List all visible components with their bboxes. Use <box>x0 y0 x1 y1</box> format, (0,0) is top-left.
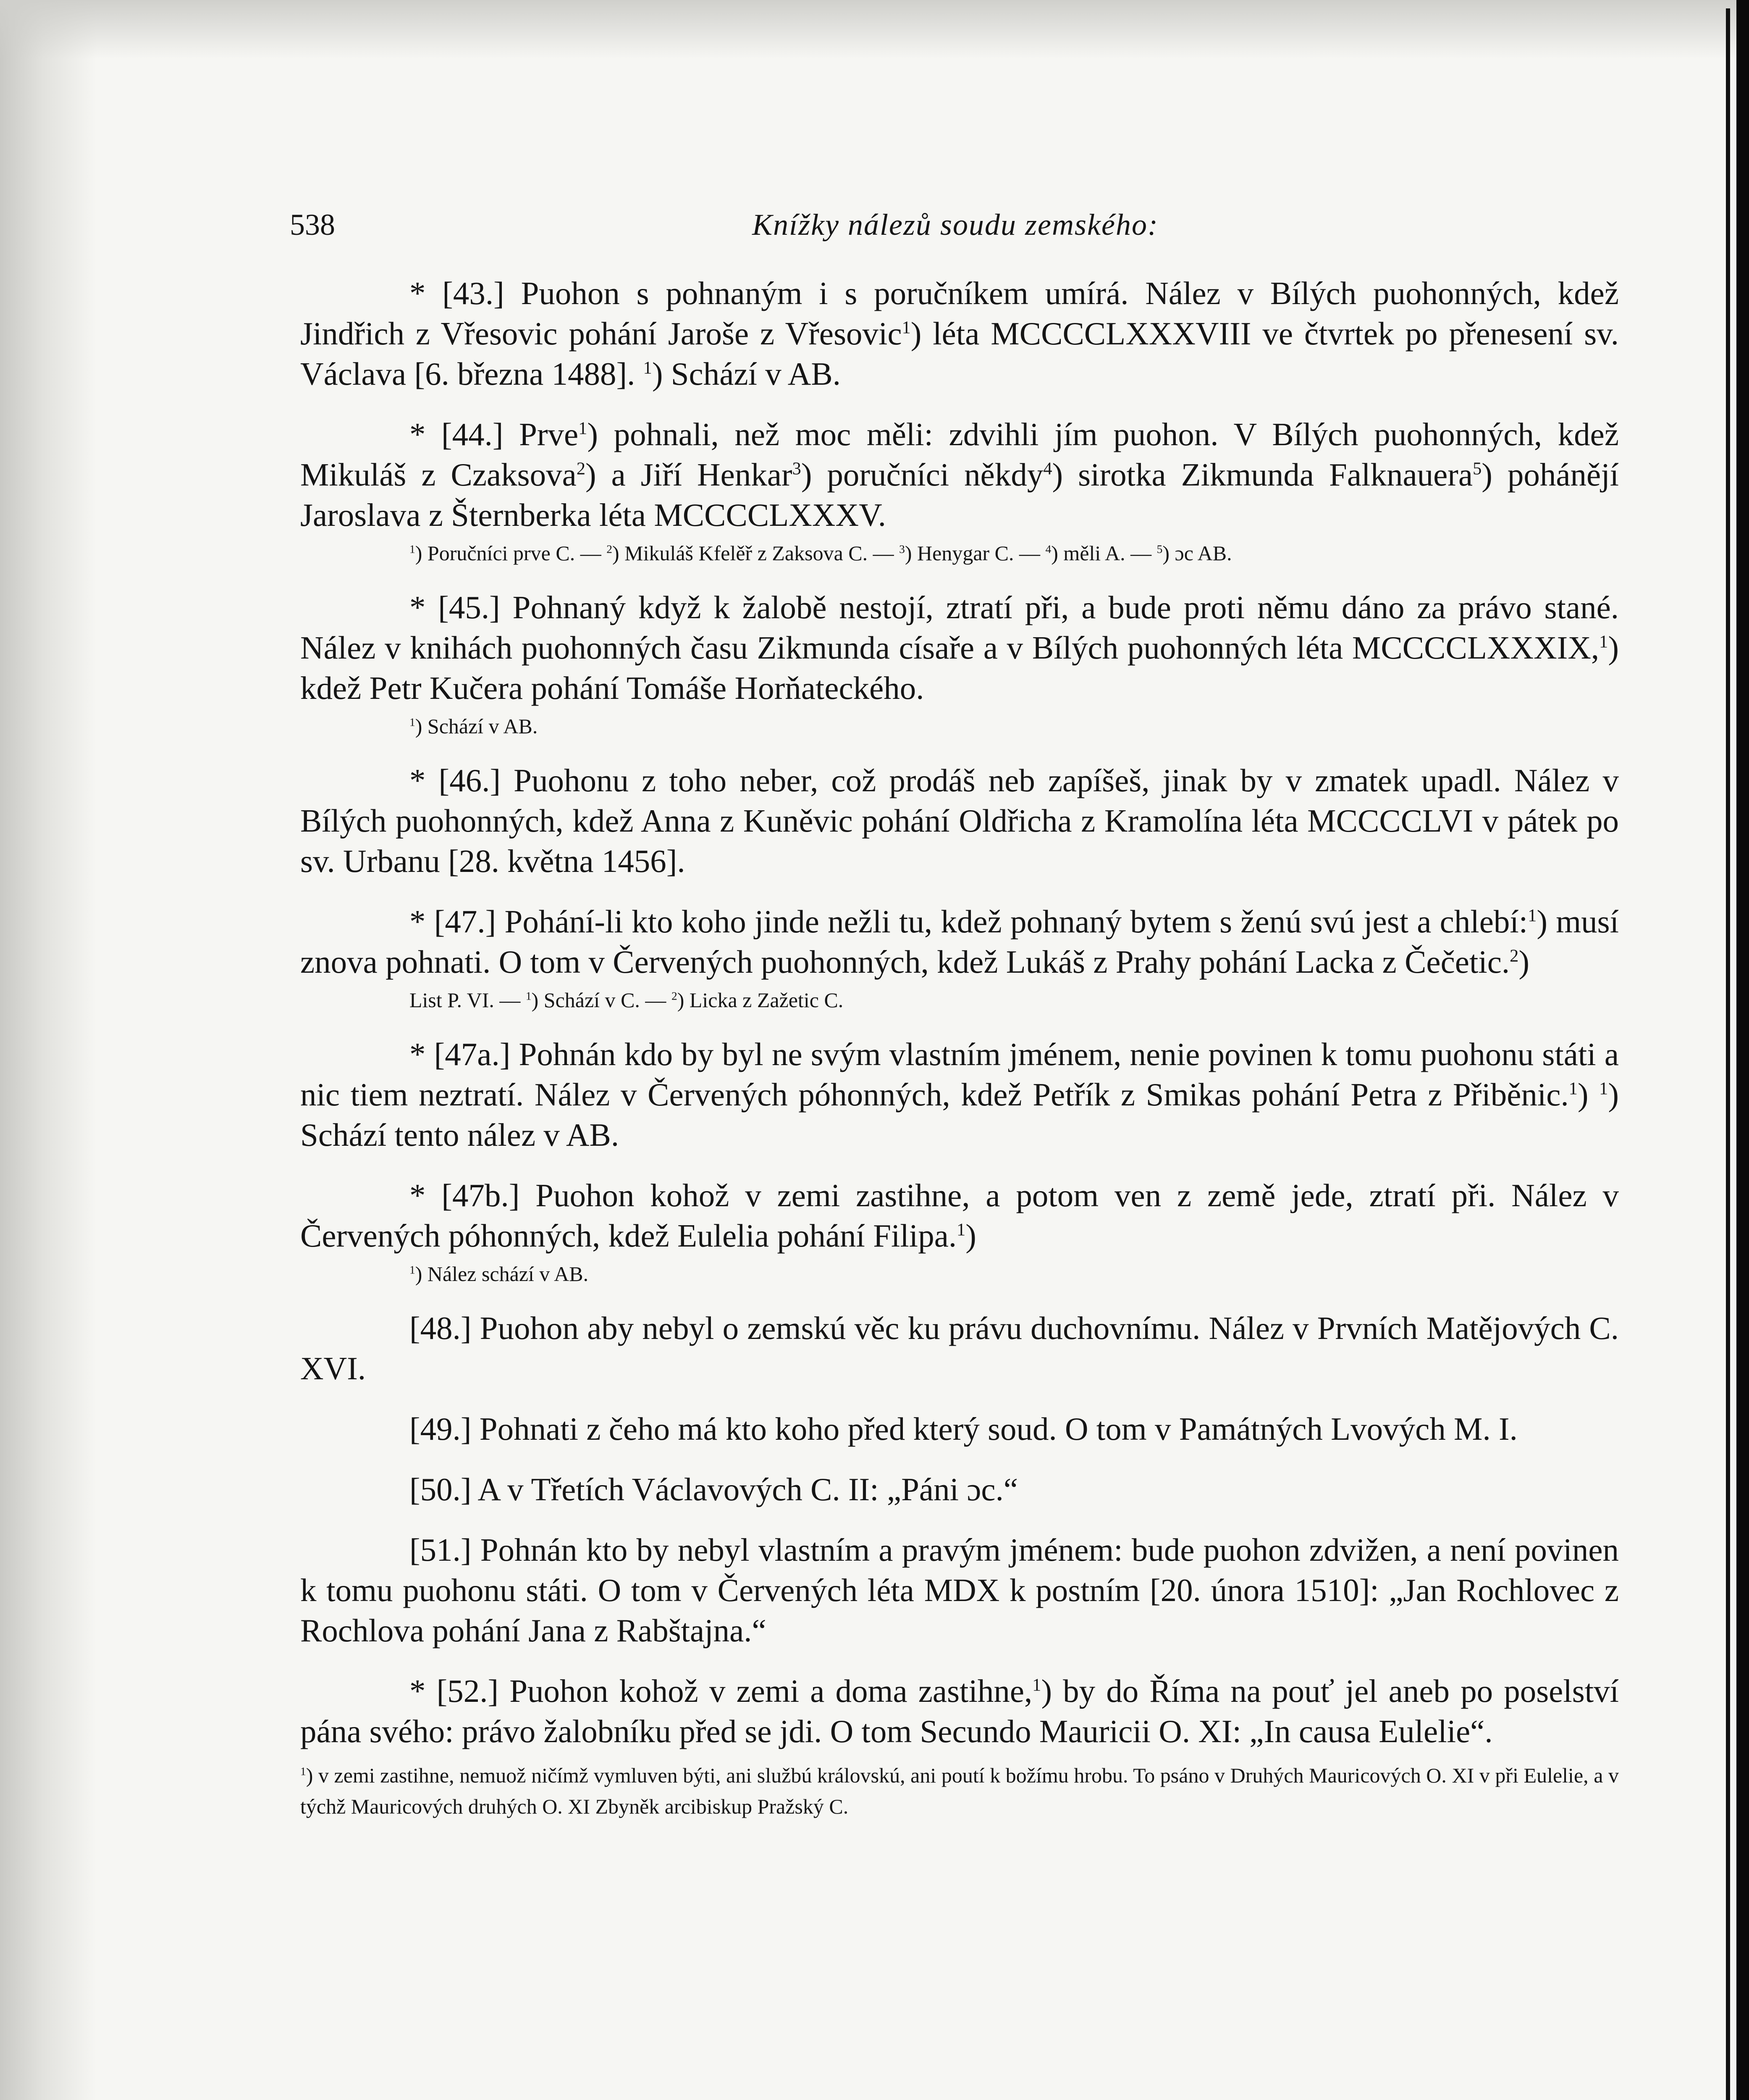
text-segment: ) poručníci někdy <box>801 457 1044 493</box>
footnote-marker: 1 <box>1599 632 1608 652</box>
text-segment: ) pohnali, než moc měli: zdvihli jím puohon. V Bílých puohonných, kdež Mikuláš z Czaksova <box>300 416 1619 493</box>
footnote-marker: 1 <box>525 989 532 1003</box>
text-segment: * [46.] Puohonu z toho neber, což prodáš neb zapíšeš, jinak by v zmatek upadl. Nález v Bílých puohonných, kdež Anna z Kuněvic pohání Oldřicha z Kramolína léta MCCCCLVI v pátek po sv. Urbanu [28. května 1456]. <box>300 762 1619 879</box>
page-edge-line <box>1726 8 1730 2100</box>
footnote-marker: 1 <box>643 358 652 378</box>
text-segment: ) Licka z Zažetic C. <box>677 988 844 1012</box>
text-segment: ) ɔc AB. <box>1162 541 1232 565</box>
text-segment: * [43.] Puohon s pohnaným i s poručníkem umírá. Nález v Bílých puohonných, kdež Jindřich z Vřesovic pohání Jaroše z Vřesovic <box>300 275 1619 352</box>
text-segment: ) v zemi zastihne, nemuož ničímž vymluven býti, ani službú královskú, ani poutí k božímu hrobu. To psáno v Druhých Mauricových O. XI v při Eulelie, a v týchž Mauricových druhých O. XI Zbyněk arcibiskup Pražský C. <box>300 1764 1619 1818</box>
running-head: Knížky nálezů soudu zemského: <box>752 208 1159 242</box>
page-header <box>290 202 1621 248</box>
text-segment: * [52.] Puohon kohož v zemi a doma zastihne, <box>409 1673 1033 1709</box>
footnote-marker: 1 <box>578 418 587 438</box>
footnote-marker: 1 <box>409 715 415 729</box>
footnote-marker: 5 <box>1156 542 1163 556</box>
text-segment: ) Schází v AB. <box>652 356 841 392</box>
footnotes-47 <box>300 986 1619 1014</box>
paragraph-43 <box>300 273 1619 394</box>
text-segment: ) měli A. — <box>1051 541 1157 565</box>
text-segment: ) Schází v AB. <box>415 714 538 738</box>
footnote-marker: 1 <box>409 542 415 556</box>
text-segment: [50.] A v Třetích Václavových C. II: „Páni ɔc.“ <box>409 1471 1018 1507</box>
footnote-marker: 3 <box>792 459 801 479</box>
footnote-marker: 4 <box>1043 459 1052 479</box>
footnotes-44 <box>300 539 1619 567</box>
text-segment: ) Schází v C. — <box>531 988 671 1012</box>
paragraph-47a <box>300 1034 1619 1155</box>
scan-shadow-top <box>0 0 1749 59</box>
text-segment: [48.] Puohon aby nebyl o zemskú věc ku právu duchovnímu. Nález v Prvních Matějových C. XVI. <box>300 1310 1619 1386</box>
footnote-marker: 1 <box>1568 1079 1578 1099</box>
text-segment: ) kdež Petr Kučera pohání Tomáše Horňateckého. <box>300 630 1619 706</box>
footnote-45 <box>300 712 1619 740</box>
text-segment: ) by do Říma na pouť jel aneb po poselství pána svého: právo žalobníku před se jdi. O tom Secundo Mauricii O. XI: „In causa Eulelie“. <box>300 1673 1619 1749</box>
text-segment: ) pohánějí Jaroslava z Šternberka léta MCCCCLXXXV. <box>300 457 1619 533</box>
paragraph-49 <box>300 1409 1619 1449</box>
footnote-marker: 1 <box>957 1220 966 1240</box>
footnote-marker: 1 <box>409 1263 415 1276</box>
footnote-marker: 2 <box>576 459 585 479</box>
paragraph-46 <box>300 760 1619 881</box>
paragraph-45 <box>300 587 1619 708</box>
footnote-marker: 5 <box>1473 459 1482 479</box>
text-segment: * [47a.] Pohnán kdo by byl ne svým vlastním jménem, nenie povinen k tomu puohonu státi a nic tiem neztratí. Nález v Červených póhonných, kdež Petřík z Smikas pohání Petra z Přiběnic. <box>300 1036 1619 1113</box>
text-segment: ) sirotka Zikmunda Falknauera <box>1052 457 1473 493</box>
footnote-marker: 1 <box>1032 1675 1041 1695</box>
footnote-47b <box>300 1260 1619 1288</box>
footnote-marker: 1 <box>300 1764 306 1778</box>
text-segment: List P. VI. — <box>409 988 526 1012</box>
paragraph-47 <box>300 901 1619 982</box>
text-segment: ) <box>965 1218 976 1254</box>
text-segment: * [44.] Prve <box>409 416 579 452</box>
footnote-marker: 2 <box>671 989 677 1003</box>
text-segment: ) Schází tento nález v AB. <box>300 1076 1619 1153</box>
footnote-marker: 4 <box>1045 542 1051 556</box>
footnote-marker: 1 <box>1599 1079 1608 1099</box>
text-segment: ) Mikuláš Kfelěř z Zaksova C. — <box>612 541 899 565</box>
paragraph-48 <box>300 1308 1619 1389</box>
scan-black-border <box>1736 0 1749 2100</box>
text-segment: ) léta MCCCCLXXXVIII ve čtvrtek po přenesení sv. Václava [6. března 1488]. <box>300 315 1619 392</box>
text-segment: [51.] Pohnán kto by nebyl vlastním a pravým jménem: bude puohon zdvižen, a není povinen k tomu puohonu státi. O tom v Červených léta MDX k postním [20. února 1510]: „Jan Rochlovec z Rochlova pohání Jana z Rabštajna.“ <box>300 1532 1619 1648</box>
text-segment: ) Nález schází v AB. <box>415 1262 589 1286</box>
footnote-marker: 2 <box>606 542 612 556</box>
text-segment: * [45.] Pohnaný když k žalobě nestojí, ztratí při, a bude proti němu dáno za právo stané. Nález v knihách puohonných času Zikmunda císaře a v Bílých puohonných léta MCCCCLXXXIX, <box>300 589 1619 666</box>
paragraph-51 <box>300 1530 1619 1651</box>
text-segment: ) musí znova pohnati. O tom v Červených puohonných, kdež Lukáš z Prahy pohání Lacka z Čečetic. <box>300 903 1619 980</box>
page-number: 538 <box>290 208 335 242</box>
footnote-marker: 1 <box>902 318 911 338</box>
text-segment: ) Poručníci prve C. — <box>415 541 607 565</box>
text-segment: * [47.] Pohání-li kto koho jinde nežli tu, kdež pohnaný bytem s ženú svú jest a chlebí: <box>409 903 1528 940</box>
document-body <box>300 273 1619 1822</box>
paragraph-50 <box>300 1469 1619 1509</box>
paragraph-52 <box>300 1671 1619 1751</box>
text-segment: ) <box>1577 1076 1600 1113</box>
paragraph-44 <box>300 414 1619 535</box>
text-segment: * [47b.] Puohon kohož v zemi zastihne, a potom ven z země jede, ztratí při. Nález v Červených póhonných, kdež Eulelia pohání Filipa. <box>300 1177 1619 1254</box>
paragraph-47b <box>300 1175 1619 1256</box>
footnote-marker: 1 <box>1528 906 1537 926</box>
text-segment: [49.] Pohnati z čeho má kto koho před který soud. O tom v Památných Lvových M. I. <box>409 1411 1518 1447</box>
text-segment: ) Henygar C. — <box>905 541 1046 565</box>
text-segment: ) a Jiří Henkar <box>585 457 792 493</box>
footnote-52 <box>300 1760 1619 1822</box>
footnote-marker: 2 <box>1510 946 1519 966</box>
text-segment: ) <box>1518 944 1529 980</box>
footnote-marker: 3 <box>899 542 905 556</box>
scan-shadow-left <box>0 0 97 2100</box>
